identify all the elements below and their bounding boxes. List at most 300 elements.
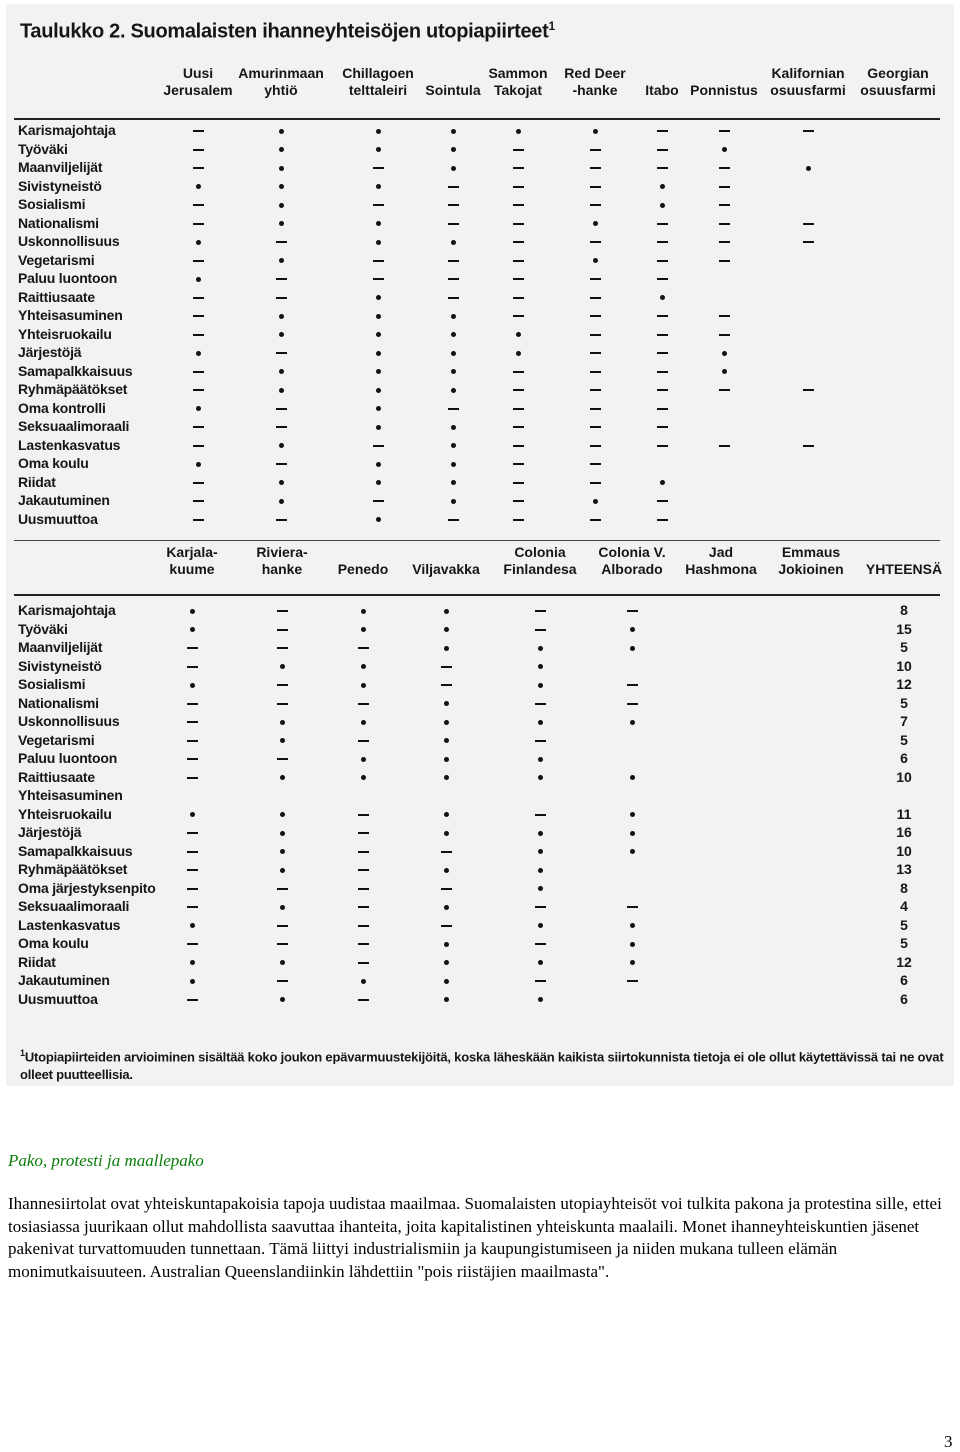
grid-cell — [272, 808, 292, 822]
row-label: Lastenkasvatus — [18, 916, 121, 933]
absent-mark — [193, 371, 204, 373]
present-mark — [444, 720, 449, 725]
absent-mark — [590, 186, 601, 188]
grid-cell — [508, 309, 528, 323]
present-mark — [376, 221, 381, 226]
grid-cell — [798, 439, 818, 453]
absent-mark — [627, 684, 638, 686]
row-label: Karismajohtaja — [18, 602, 116, 618]
present-mark — [280, 831, 285, 836]
absent-mark — [590, 389, 601, 391]
absent-mark — [627, 980, 638, 982]
absent-mark — [590, 463, 601, 465]
column-header-line1 — [690, 65, 758, 82]
present-mark — [280, 720, 285, 725]
total-value: 11 — [896, 805, 912, 822]
row-label: Oma koulu — [18, 935, 89, 951]
grid-cell — [182, 974, 202, 988]
present-mark — [279, 388, 284, 393]
top-column-header — [645, 65, 678, 99]
present-mark — [376, 425, 381, 430]
total-value: 4 — [900, 898, 908, 914]
present-mark — [376, 369, 381, 374]
grid-cell — [622, 623, 642, 637]
grid-cell — [652, 346, 672, 360]
grid-cell — [508, 161, 528, 175]
absent-mark — [535, 629, 546, 631]
present-mark — [280, 664, 285, 669]
grid-cell — [622, 678, 642, 692]
absent-mark — [358, 832, 369, 834]
row-label: Uskonnollisuus — [18, 713, 120, 729]
present-mark — [451, 240, 456, 245]
bottom-column-header — [338, 544, 389, 578]
column-header-line2: yhtiö — [264, 82, 298, 98]
grid-cell — [182, 919, 202, 933]
grid-cell — [714, 254, 734, 268]
grid-cell — [353, 808, 373, 822]
grid-cell — [188, 494, 208, 508]
row-label: Seksuaalimoraali — [18, 418, 130, 434]
absent-mark — [657, 130, 668, 132]
absent-mark — [277, 943, 288, 945]
grid-cell — [368, 143, 388, 157]
absent-mark — [193, 130, 204, 132]
absent-mark — [187, 703, 198, 705]
grid-cell — [436, 752, 456, 766]
grid-cell — [530, 697, 550, 711]
grid-cell — [353, 734, 373, 748]
grid-cell — [508, 420, 528, 434]
grid-cell — [272, 900, 292, 914]
grid-cell — [188, 217, 208, 231]
grid-cell — [353, 752, 373, 766]
present-mark — [190, 609, 195, 614]
absent-mark — [513, 389, 524, 391]
grid-cell — [714, 198, 734, 212]
grid-cell — [188, 402, 208, 416]
grid-cell — [436, 937, 456, 951]
column-header-line2: osuusfarmi — [770, 82, 846, 98]
grid-cell — [368, 328, 388, 342]
present-mark — [376, 462, 381, 467]
present-mark — [444, 905, 449, 910]
grid-cell — [585, 439, 605, 453]
present-mark — [279, 499, 284, 504]
present-mark — [516, 129, 521, 134]
grid-cell — [443, 124, 463, 138]
absent-mark — [590, 426, 601, 428]
absent-mark — [277, 980, 288, 982]
absent-mark — [358, 869, 369, 871]
present-mark — [630, 942, 635, 947]
present-mark — [538, 831, 543, 836]
absent-mark — [590, 315, 601, 317]
grid-cell — [714, 309, 734, 323]
present-mark — [279, 332, 284, 337]
grid-cell — [271, 309, 291, 323]
total-value: 12 — [896, 953, 912, 970]
absent-mark — [535, 943, 546, 945]
absent-mark — [187, 943, 198, 945]
present-mark — [376, 295, 381, 300]
absent-mark — [590, 519, 601, 521]
absent-mark — [358, 888, 369, 890]
absent-mark — [187, 647, 198, 649]
present-mark — [280, 905, 285, 910]
absent-mark — [657, 149, 668, 151]
grid-cell — [188, 420, 208, 434]
top-column-header — [163, 65, 232, 99]
row-label: Jakautuminen — [18, 972, 110, 988]
absent-mark — [441, 925, 452, 927]
row-label: Raittiusaate — [18, 768, 95, 785]
grid-cell — [272, 771, 292, 785]
grid-cell — [508, 198, 528, 212]
grid-cell — [271, 272, 291, 286]
grid-cell — [353, 697, 373, 711]
grid-cell — [271, 513, 291, 527]
absent-mark — [719, 186, 730, 188]
absent-mark — [719, 315, 730, 317]
absent-mark — [373, 445, 384, 447]
grid-cell — [530, 882, 550, 896]
row-label: Yhteisruokailu — [18, 805, 112, 822]
top-column-header — [238, 65, 324, 99]
grid-cell — [622, 937, 642, 951]
absent-mark — [358, 740, 369, 742]
grid-cell — [272, 678, 292, 692]
absent-mark — [513, 371, 524, 373]
absent-mark — [193, 297, 204, 299]
row-label: Sivistyneistö — [18, 177, 102, 194]
row-label: Sivistyneistö — [18, 657, 102, 674]
column-header-line2: hanke — [261, 561, 303, 577]
total-value: 10 — [896, 657, 912, 674]
column-header-line2: Sointula — [425, 82, 481, 98]
absent-mark — [193, 500, 204, 502]
absent-mark — [627, 703, 638, 705]
column-header-line1: Chillagoen — [342, 65, 414, 81]
top-column-header — [488, 65, 547, 99]
absent-mark — [277, 684, 288, 686]
grid-cell — [530, 900, 550, 914]
absent-mark — [513, 297, 524, 299]
grid-cell — [436, 715, 456, 729]
absent-mark — [277, 888, 288, 890]
absent-mark — [193, 149, 204, 151]
grid-cell — [508, 476, 528, 490]
column-header-line1: Riviera- — [256, 544, 308, 560]
grid-cell — [188, 143, 208, 157]
absent-mark — [276, 426, 287, 428]
column-header-line2: YHTEENSÄ — [865, 561, 943, 577]
present-mark — [376, 147, 381, 152]
grid-cell — [188, 383, 208, 397]
present-mark — [444, 979, 449, 984]
grid-cell — [182, 808, 202, 822]
absent-mark — [535, 610, 546, 612]
present-mark — [280, 960, 285, 965]
column-header-line1: Uusi — [182, 65, 214, 81]
total-value: 6 — [900, 990, 908, 1007]
grid-cell — [508, 439, 528, 453]
grid-cell — [530, 863, 550, 877]
row-label: Raittiusaate — [18, 288, 95, 305]
grid-cell — [652, 309, 672, 323]
section-divider — [14, 540, 940, 541]
grid-cell — [188, 346, 208, 360]
grid-cell — [353, 974, 373, 988]
grid-cell — [368, 383, 388, 397]
column-header-line1 — [425, 65, 480, 82]
absent-mark — [187, 758, 198, 760]
present-mark — [280, 997, 285, 1002]
grid-cell — [436, 993, 456, 1007]
grid-cell — [271, 328, 291, 342]
row-label: Samapalkkaisuus — [18, 362, 133, 379]
total-value: 7 — [900, 713, 908, 729]
grid-cell — [182, 641, 202, 655]
grid-cell — [271, 254, 291, 268]
grid-cell — [182, 771, 202, 785]
present-mark — [190, 683, 195, 688]
absent-mark — [193, 315, 204, 317]
grid-cell — [508, 402, 528, 416]
absent-mark — [513, 186, 524, 188]
grid-cell — [182, 937, 202, 951]
grid-cell — [443, 217, 463, 231]
absent-mark — [193, 519, 204, 521]
total-value: 16 — [896, 824, 912, 840]
column-header-line1 — [645, 65, 678, 82]
grid-cell — [368, 346, 388, 360]
grid-cell — [182, 715, 202, 729]
grid-cell — [188, 513, 208, 527]
absent-mark — [657, 371, 668, 373]
grid-cell — [585, 124, 605, 138]
present-mark — [376, 129, 381, 134]
grid-cell — [622, 808, 642, 822]
column-header-line2: Penedo — [337, 561, 389, 577]
grid-cell — [271, 291, 291, 305]
absent-mark — [590, 297, 601, 299]
row-label: Oma järjestyksenpito — [18, 879, 156, 896]
grid-cell — [271, 494, 291, 508]
grid-cell — [652, 217, 672, 231]
row-label: Nationalismi — [18, 214, 99, 231]
absent-mark — [535, 980, 546, 982]
absent-mark — [448, 260, 459, 262]
grid-cell — [368, 291, 388, 305]
grid-cell — [353, 956, 373, 970]
table-footnote: $^1$Utopiapiirteiden arvioiminen sisältää koko joukon epävarmuustekijöitä, koska läheskään kaikista siirtokunnista tietoja ei ole ollut käytettävissä tai ne ovat olleet puutteellisia. — [20, 1048, 944, 1083]
grid-cell — [182, 956, 202, 970]
present-mark — [538, 664, 543, 669]
present-mark — [279, 147, 284, 152]
grid-cell — [622, 697, 642, 711]
grid-cell — [188, 161, 208, 175]
grid-cell — [182, 604, 202, 618]
grid-cell — [271, 457, 291, 471]
column-header-line1: Jad — [708, 544, 734, 560]
grid-cell — [508, 217, 528, 231]
absent-mark — [277, 647, 288, 649]
present-mark — [593, 221, 598, 226]
grid-cell — [182, 697, 202, 711]
grid-cell — [272, 641, 292, 655]
grid-cell — [652, 439, 672, 453]
grid-cell — [714, 365, 734, 379]
column-header-line2: -hanke — [572, 82, 618, 98]
column-header-line1 — [412, 544, 479, 561]
present-mark — [451, 388, 456, 393]
present-mark — [279, 443, 284, 448]
absent-mark — [719, 241, 730, 243]
bottom-column-header — [866, 544, 942, 578]
grid-cell — [271, 180, 291, 194]
grid-cell — [443, 494, 463, 508]
grid-cell — [585, 291, 605, 305]
grid-cell — [530, 604, 550, 618]
total-value: 12 — [896, 676, 912, 692]
grid-cell — [798, 124, 818, 138]
present-mark — [538, 868, 543, 873]
present-mark — [593, 499, 598, 504]
grid-cell — [622, 826, 642, 840]
absent-mark — [187, 666, 198, 668]
absent-mark — [448, 186, 459, 188]
grid-cell — [182, 752, 202, 766]
row-label: Oma kontrolli — [18, 399, 106, 416]
absent-mark — [590, 352, 601, 354]
grid-cell — [271, 365, 291, 379]
absent-mark — [657, 223, 668, 225]
grid-cell — [272, 660, 292, 674]
present-mark — [444, 942, 449, 947]
present-mark — [280, 812, 285, 817]
present-mark — [196, 277, 201, 282]
top-column-header — [342, 65, 414, 99]
present-mark — [361, 775, 366, 780]
present-mark — [660, 184, 665, 189]
present-mark — [196, 184, 201, 189]
grid-cell — [530, 845, 550, 859]
absent-mark — [277, 610, 288, 612]
grid-cell — [353, 771, 373, 785]
bottom-column-header — [503, 544, 576, 578]
present-mark — [361, 979, 366, 984]
absent-mark — [513, 500, 524, 502]
present-mark — [444, 757, 449, 762]
bottom-column-header — [778, 544, 843, 578]
present-mark — [190, 960, 195, 965]
present-mark — [361, 609, 366, 614]
grid-cell — [652, 476, 672, 490]
grid-cell — [271, 198, 291, 212]
absent-mark — [513, 223, 524, 225]
present-mark — [451, 332, 456, 337]
grid-cell — [714, 217, 734, 231]
grid-cell — [368, 402, 388, 416]
present-mark — [538, 923, 543, 928]
absent-mark — [373, 278, 384, 280]
present-mark — [630, 923, 635, 928]
row-label: Samapalkkaisuus — [18, 842, 133, 859]
absent-mark — [193, 482, 204, 484]
row-label: Sosialismi — [18, 676, 86, 692]
grid-cell — [530, 771, 550, 785]
present-mark — [538, 960, 543, 965]
grid-cell — [508, 291, 528, 305]
present-mark — [444, 997, 449, 1002]
absent-mark — [657, 445, 668, 447]
absent-mark — [513, 463, 524, 465]
top-column-header — [770, 65, 845, 99]
absent-mark — [719, 260, 730, 262]
column-header-line1: Red Deer — [564, 65, 626, 81]
grid-cell — [353, 993, 373, 1007]
absent-mark — [276, 352, 287, 354]
grid-cell — [652, 254, 672, 268]
present-mark — [444, 831, 449, 836]
total-value: 10 — [896, 768, 912, 785]
grid-cell — [714, 124, 734, 138]
absent-mark — [277, 758, 288, 760]
grid-cell — [368, 420, 388, 434]
present-mark — [444, 701, 449, 706]
top-column-header — [690, 65, 758, 99]
grid-cell — [508, 272, 528, 286]
column-header-line2: Takojat — [494, 82, 542, 98]
grid-cell — [585, 328, 605, 342]
absent-mark — [590, 278, 601, 280]
present-mark — [279, 314, 284, 319]
present-mark — [280, 775, 285, 780]
row-label: Uskonnollisuus — [18, 233, 120, 249]
column-header-line1: Kalifornian — [771, 65, 845, 81]
absent-mark — [193, 426, 204, 428]
grid-cell — [443, 476, 463, 490]
absent-mark — [803, 130, 814, 132]
grid-cell — [368, 124, 388, 138]
bottom-column-header — [166, 544, 217, 578]
present-mark — [376, 406, 381, 411]
absent-mark — [590, 482, 601, 484]
column-header-line2: Itabo — [645, 82, 679, 98]
absent-mark — [441, 851, 452, 853]
grid-cell — [271, 476, 291, 490]
present-mark — [451, 499, 456, 504]
grid-cell — [530, 678, 550, 692]
present-mark — [451, 480, 456, 485]
column-header-line2: Ponnistus — [690, 82, 758, 98]
grid-cell — [271, 439, 291, 453]
absent-mark — [657, 519, 668, 521]
present-mark — [280, 868, 285, 873]
grid-cell — [622, 604, 642, 618]
absent-mark — [719, 223, 730, 225]
grid-cell — [652, 272, 672, 286]
grid-cell — [530, 808, 550, 822]
present-mark — [279, 480, 284, 485]
absent-mark — [448, 519, 459, 521]
table-scan — [6, 4, 954, 1086]
absent-mark — [657, 241, 668, 243]
row-label: Paluu luontoon — [18, 750, 118, 766]
absent-mark — [513, 482, 524, 484]
grid-cell — [652, 328, 672, 342]
